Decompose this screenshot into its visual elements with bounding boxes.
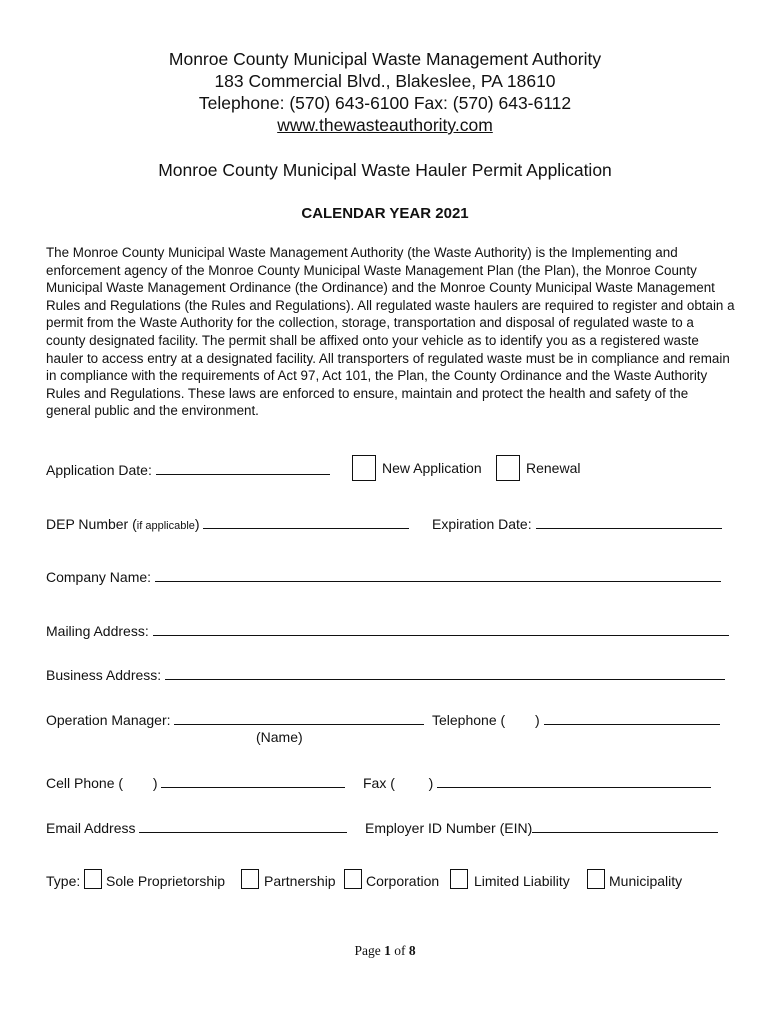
fax-input[interactable]	[437, 773, 711, 788]
cell-phone-open-label: Cell Phone (	[46, 775, 124, 791]
fax-row	[363, 773, 711, 791]
telephone-row	[432, 710, 720, 728]
org-name: Monroe County Municipal Waste Management Authority	[168, 49, 602, 69]
municipality-checkbox[interactable]	[587, 869, 605, 889]
page-number: 1	[384, 943, 391, 958]
employer-id-label: Employer ID Number (EIN)	[365, 820, 533, 836]
limited-liability-label: Limited Liability	[474, 873, 570, 889]
of-word: of	[394, 943, 406, 958]
email-address-input[interactable]	[139, 818, 347, 833]
corporation-label: Corporation	[366, 873, 440, 889]
mailing-address-label: Mailing Address:	[46, 623, 149, 639]
company-name-label: Company Name:	[46, 569, 152, 585]
limited-liability-checkbox[interactable]	[450, 869, 468, 889]
application-date-input[interactable]	[156, 460, 330, 475]
page-footer	[0, 943, 770, 959]
mailing-address-input[interactable]	[153, 621, 729, 636]
employer-id-input[interactable]	[532, 818, 718, 833]
application-date-label: Application Date:	[46, 462, 152, 478]
telephone-close-label: )	[534, 712, 540, 728]
email-address-label: Email Address	[46, 820, 136, 836]
expiration-date-label: Expiration Date:	[432, 516, 532, 532]
new-application-label: New Application	[382, 460, 482, 476]
renewal-label: Renewal	[526, 460, 581, 476]
fax-open-label: Fax (	[363, 775, 395, 791]
page-total: 8	[408, 943, 416, 958]
email-row	[46, 818, 347, 836]
business-address-row	[46, 665, 725, 683]
dep-number-row	[46, 514, 409, 532]
business-address-label: Business Address:	[46, 667, 162, 683]
corporation-checkbox[interactable]	[344, 869, 362, 889]
form-title: Monroe County Municipal Waste Hauler Permit Application	[158, 160, 612, 180]
org-phone-fax: Telephone: (570) 643-6100 Fax: (570) 643-6112	[198, 93, 572, 113]
sole-proprietorship-checkbox[interactable]	[84, 869, 102, 889]
renewal-checkbox[interactable]	[496, 455, 520, 481]
fax-close-label: )	[428, 775, 434, 791]
dep-if-applicable: if applicable	[136, 520, 195, 532]
page-word: Page	[354, 943, 381, 958]
partnership-checkbox[interactable]	[241, 869, 259, 889]
company-name-input[interactable]	[155, 567, 721, 582]
dep-number-input[interactable]	[203, 514, 409, 529]
company-name-row	[46, 567, 721, 585]
cell-phone-input[interactable]	[161, 773, 345, 788]
cell-phone-row	[46, 773, 345, 791]
cell-phone-close-label: )	[152, 775, 158, 791]
mailing-address-row	[46, 621, 729, 639]
sole-proprietorship-label: Sole Proprietorship	[106, 873, 226, 889]
partnership-label: Partnership	[264, 873, 336, 889]
dep-number-label: DEP Number (	[46, 516, 137, 532]
new-application-checkbox[interactable]	[352, 455, 376, 481]
business-address-input[interactable]	[165, 665, 725, 680]
telephone-open-label: Telephone (	[432, 712, 506, 728]
intro-paragraph: The Monroe County Municipal Waste Management Authority (the Waste Authority) is the Implementing and enforcement agency of the Monroe County Municipal Waste Management Plan (the Plan), the Monroe County Municipal Waste Management Ordinance (the Ordinance) and the Monroe County Municipal Waste Management Rules and Regulations (the Rules and Regulations). All regulated waste haulers are required to register and obtain a permit from the Waste Authority for the collection, storage, transportation and disposal of regulated waste to a county designated facility. The permit shall be affixed onto your vehicle as to identify you as a registered waste hauler to access entry at a designated facility. All transporters of regulated waste must be in compliance and remain in compliance with the requirements of Act 97, Act 101, the Plan, the County Ordinance and the Waste Authority Rules and Regulations. These laws are enforced to ensure, maintain and protect the health and safety of the general public and the environment.	[46, 245, 735, 419]
ein-row	[365, 818, 718, 836]
dep-close-paren: )	[194, 516, 200, 532]
expiration-date-row	[432, 514, 722, 532]
application-date-row	[46, 460, 330, 478]
org-address: 183 Commercial Blvd., Blakeslee, PA 18610	[214, 71, 556, 91]
website-link[interactable]: www.thewasteauthority.com	[277, 115, 493, 135]
type-label: Type:	[46, 873, 81, 889]
calendar-year: CALENDAR YEAR 2021	[301, 205, 469, 222]
expiration-date-input[interactable]	[536, 514, 722, 529]
name-hint: (Name)	[256, 729, 303, 745]
operation-manager-input[interactable]	[174, 710, 424, 725]
operation-manager-label: Operation Manager:	[46, 712, 171, 728]
municipality-label: Municipality	[609, 873, 683, 889]
telephone-input[interactable]	[544, 710, 720, 725]
operation-manager-row	[46, 710, 424, 728]
